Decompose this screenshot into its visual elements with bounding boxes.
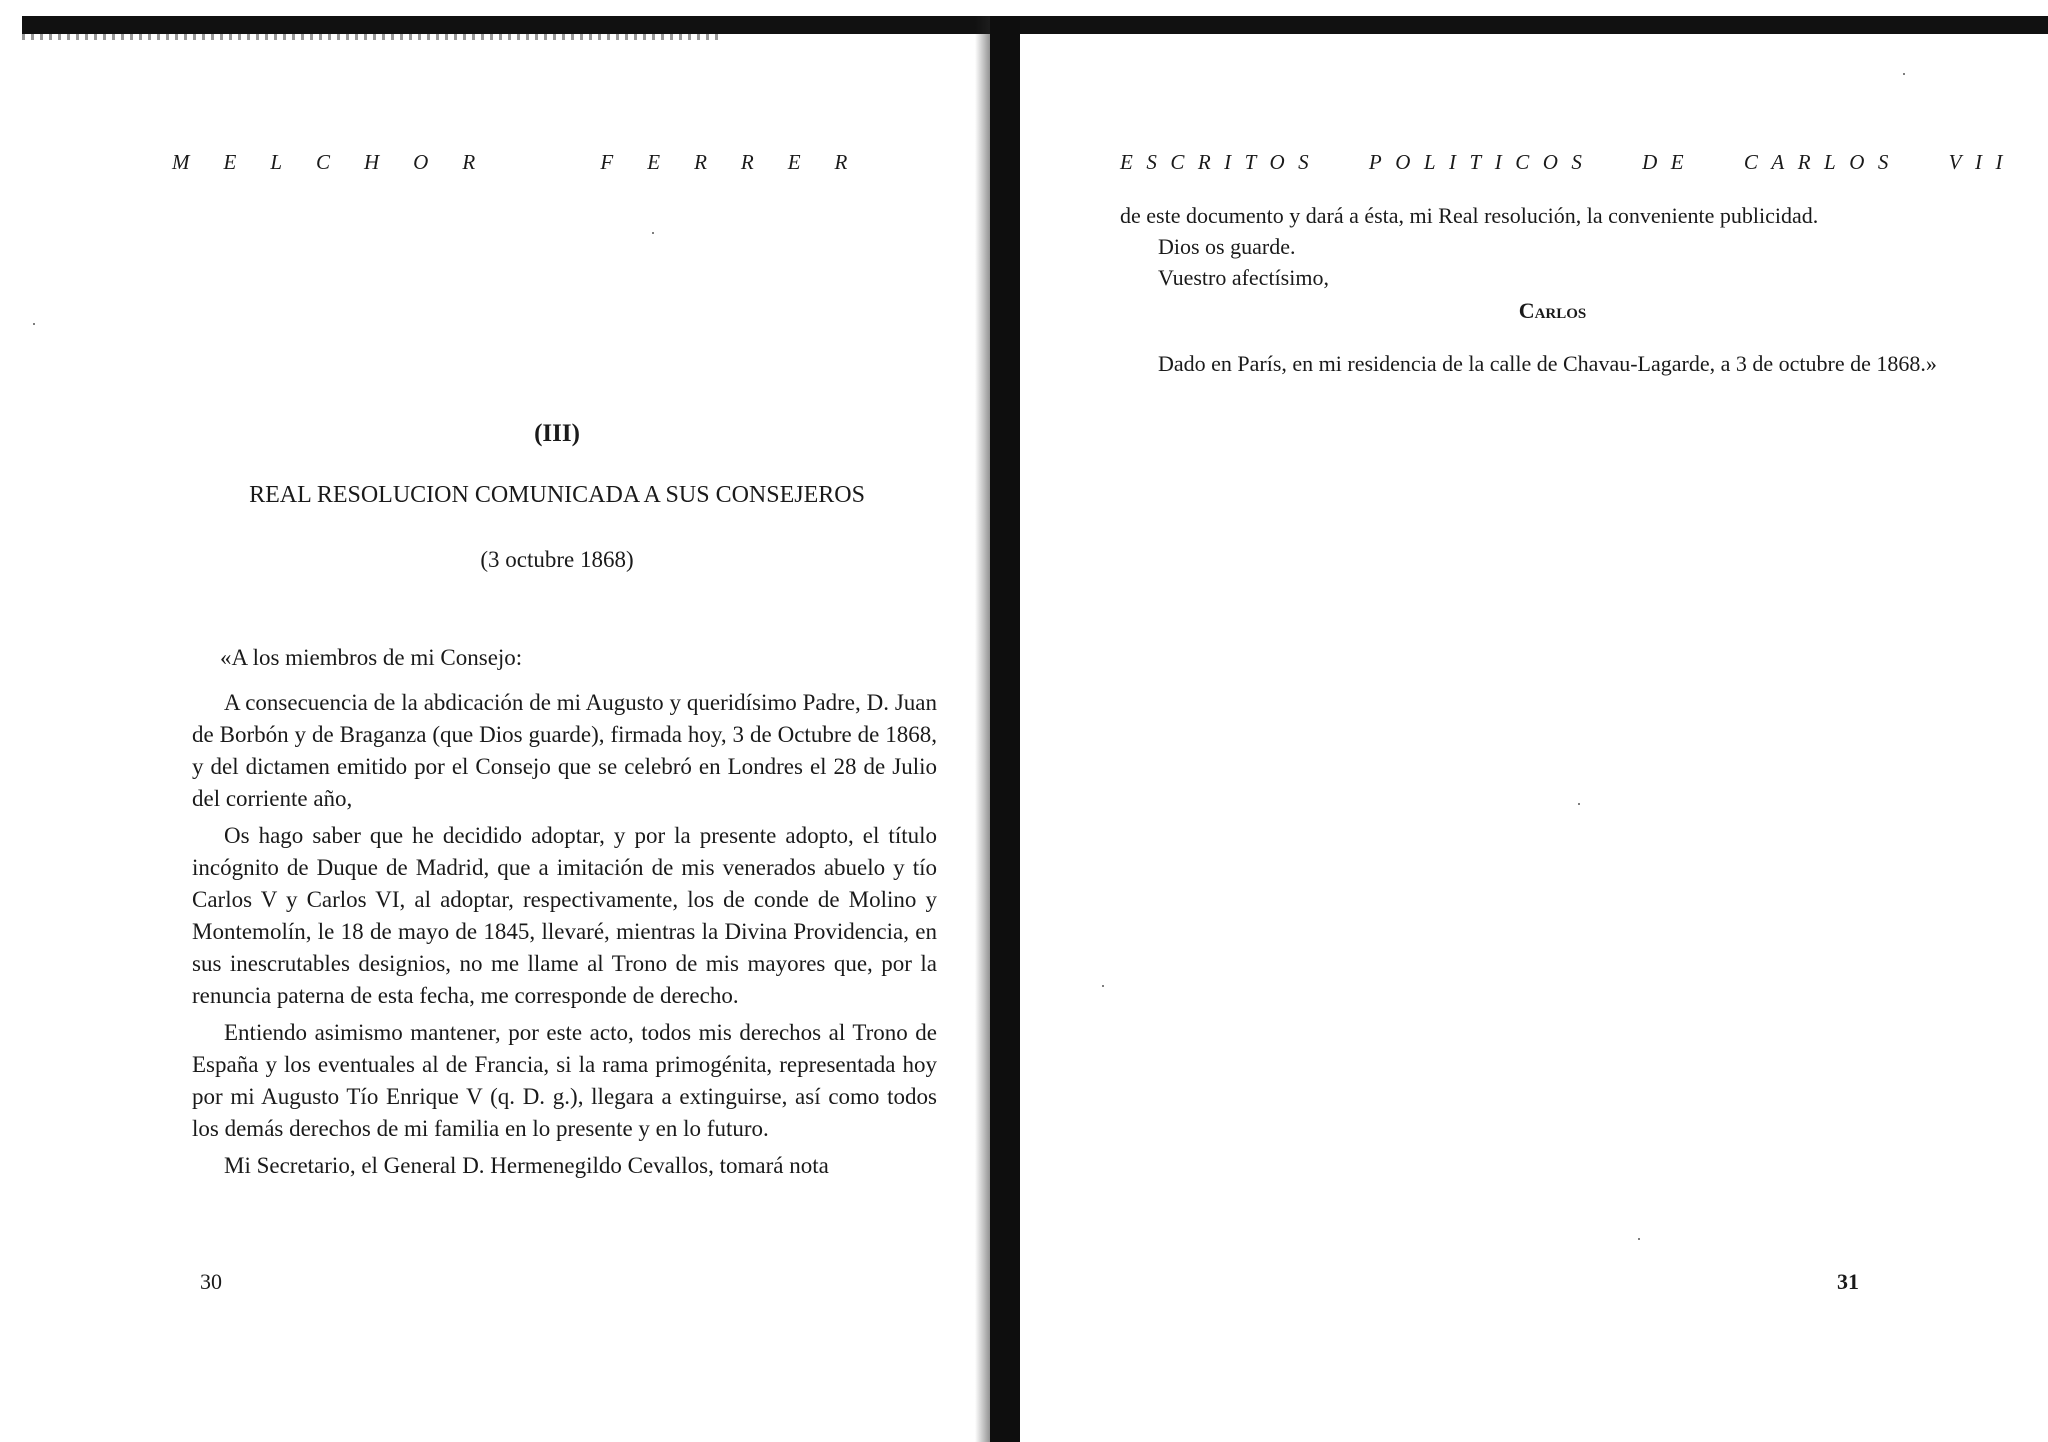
chapter-number: (III) bbox=[534, 420, 580, 447]
scan-speck bbox=[33, 323, 35, 325]
letter-salutation: «A los miembros de mi Consejo: bbox=[220, 645, 523, 670]
scan-speck bbox=[652, 232, 654, 234]
page-number: 30 bbox=[200, 1269, 222, 1294]
left-page bbox=[0, 0, 990, 1442]
scan-speck bbox=[1102, 985, 1104, 987]
letter-paragraph: Entiendo asimismo mantener, por este acto, todos mis derechos al Trono de España y los eventuales al de Francia, si la rama primogénita, representada hoy por mi Augusto Tío Enrique V (q. D. g.), llegara a extinguirse, así como todos los demás derechos de mi familia en lo presente y en lo futuro. bbox=[192, 1020, 937, 1141]
running-head-author: MELCHOR FERRER bbox=[172, 150, 882, 174]
letter-paragraph: A consecuencia de la abdicación de mi Augusto y queridísimo Padre, D. Juan de Borbón y de Braganza (que Dios guarde), firmada hoy, 3 de Octubre de 1868, y del dictamen emitido por el Consejo que se celebró en Londres el 28 de Julio del corriente año, bbox=[192, 690, 937, 811]
letter-paragraph: Os hago saber que he decidido adoptar, y por la presente adopto, el título incógnito de Duque de Madrid, que a imitación de mis venerados abuelo y tío Carlos V y Carlos VI, al adoptar, respectivamente, los de conde de Molino y Montemolín, le 18 de mayo de 1845, llevaré, mientras la Divina Providencia, en sus inescrutables designios, no me llame al Trono de mis mayores que, por la renuncia paterna de esta fecha, me corresponde de derecho. bbox=[192, 823, 937, 1008]
chapter-date: (3 octubre 1868) bbox=[480, 547, 634, 572]
letter-continuation bbox=[1120, 200, 1965, 379]
right-page bbox=[1020, 0, 2048, 1442]
scan-speck bbox=[1638, 1238, 1640, 1240]
signature: Carlos bbox=[1518, 298, 1587, 323]
closing-line: Vuestro afectísimo, bbox=[1158, 265, 1329, 290]
continuation-paragraph: de este documento y dará a ésta, mi Real resolución, la conveniente publicidad. bbox=[1120, 203, 1819, 228]
scan-speck bbox=[1903, 73, 1905, 75]
date-line: Dado en París, en mi residencia de la calle de Chavau-Lagarde, a 3 de octubre de 1868.» bbox=[1158, 351, 1937, 376]
scan-speck bbox=[1578, 803, 1580, 805]
chapter-title: REAL RESOLUCION COMUNICADA A SUS CONSEJEROS bbox=[249, 482, 865, 508]
letter-paragraph: Mi Secretario, el General D. Hermenegildo Cevallos, tomará nota bbox=[224, 1153, 829, 1178]
closing-line: Dios os guarde. bbox=[1158, 234, 1296, 259]
running-head-book-title: ESCRITOS POLITICOS DE CARLOS VII bbox=[1120, 150, 2016, 174]
letter-body bbox=[192, 642, 937, 1187]
page-number: 31 bbox=[1837, 1269, 1859, 1294]
book-spine bbox=[990, 16, 1020, 1442]
